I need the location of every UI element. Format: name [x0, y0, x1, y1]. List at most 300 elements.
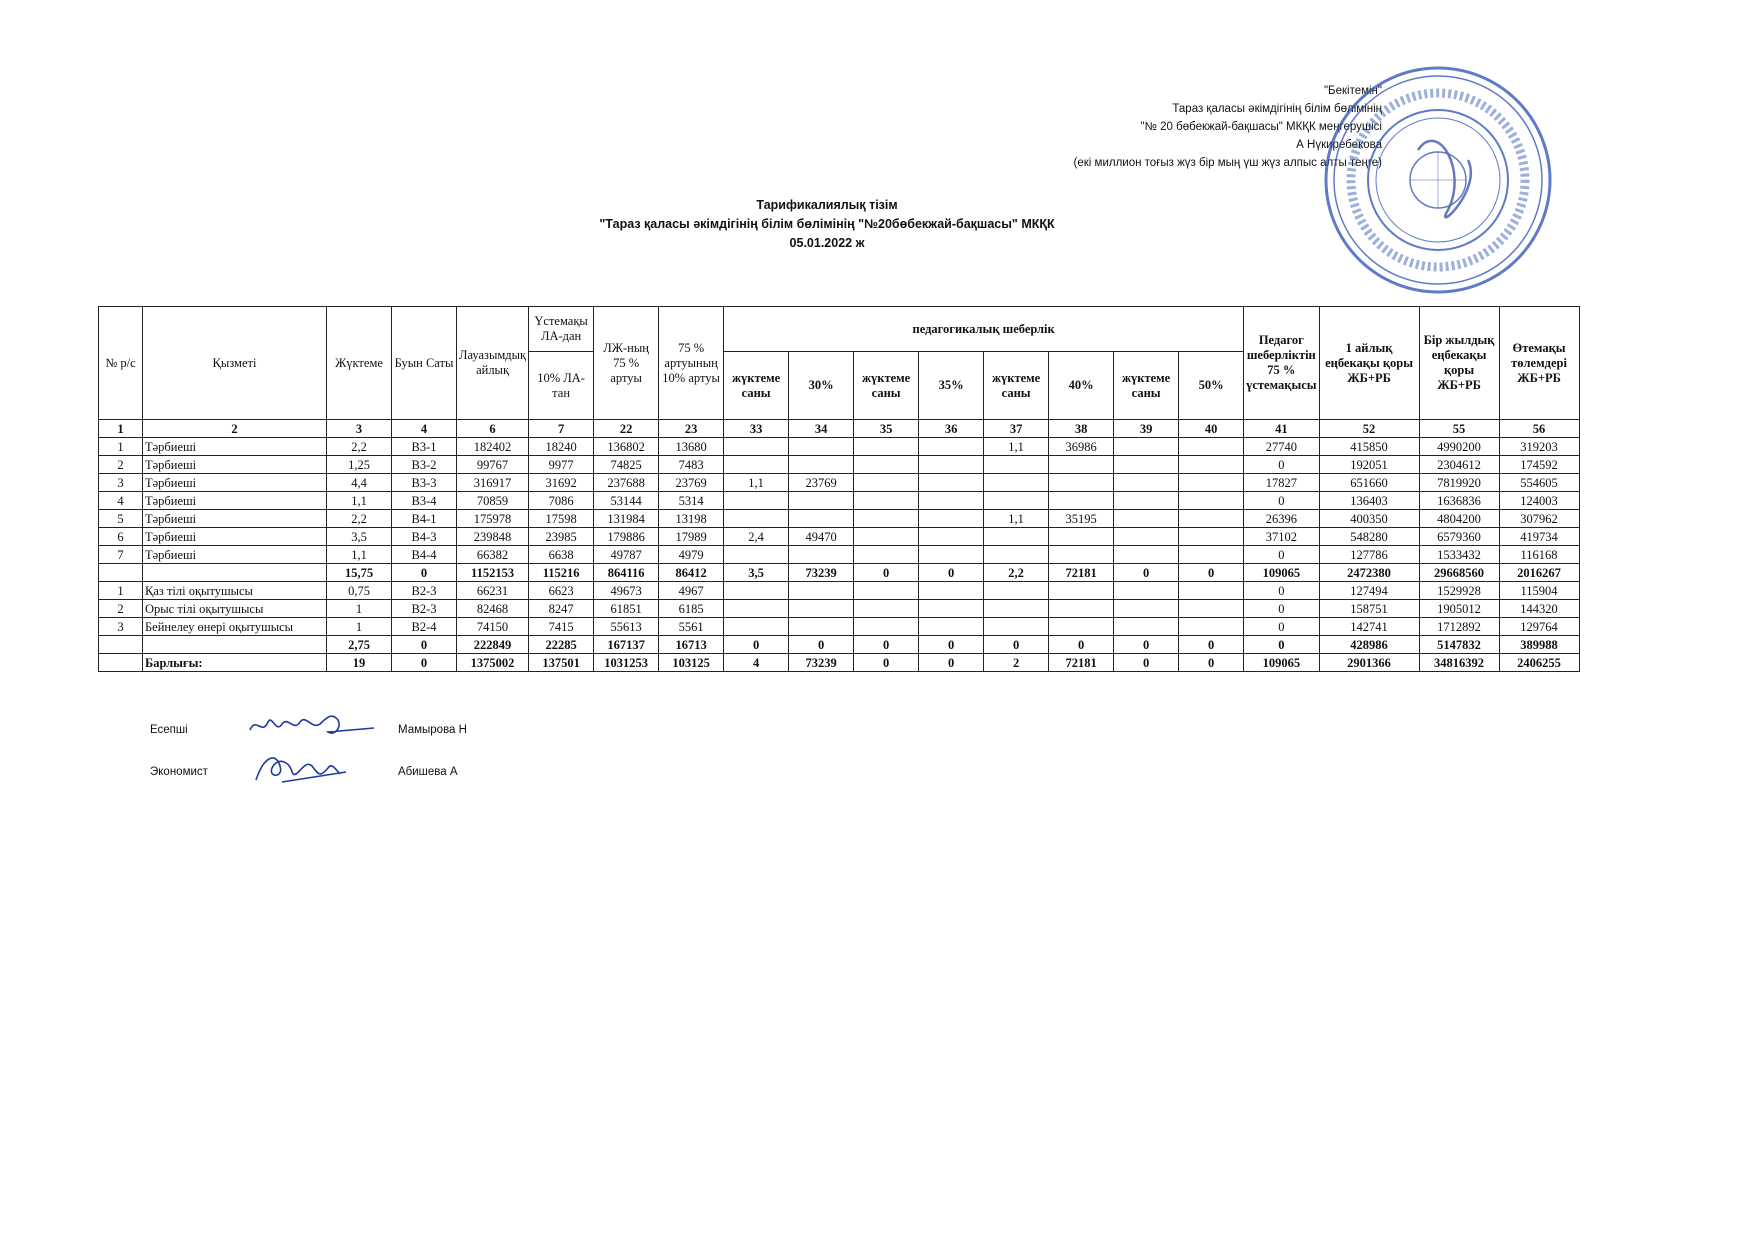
table-cell: 34	[789, 420, 854, 438]
table-cell: 61851	[594, 600, 659, 618]
table-cell: 222849	[457, 636, 529, 654]
table-cell: 192051	[1319, 456, 1419, 474]
table-cell: 72181	[1049, 654, 1114, 672]
table-cell: 136403	[1319, 492, 1419, 510]
table-cell: 6	[457, 420, 529, 438]
table-cell	[1049, 546, 1114, 564]
table-cell: 70859	[457, 492, 529, 510]
table-cell: 9977	[529, 456, 594, 474]
table-cell: 4990200	[1419, 438, 1499, 456]
table-cell: 6623	[529, 582, 594, 600]
table-cell	[789, 600, 854, 618]
table-cell	[789, 618, 854, 636]
table-cell: 35195	[1049, 510, 1114, 528]
table-cell: 0	[1049, 636, 1114, 654]
table-cell: 103125	[659, 654, 724, 672]
table-cell	[789, 492, 854, 510]
table-cell: 7819920	[1419, 474, 1499, 492]
table-cell: Орыс тілі оқытушысы	[143, 600, 327, 618]
table-cell: 548280	[1319, 528, 1419, 546]
table-cell: 23	[659, 420, 724, 438]
table-cell: В2-3	[392, 582, 457, 600]
table-cell: 144320	[1499, 600, 1579, 618]
table-cell	[1179, 510, 1244, 528]
table-cell: В3-1	[392, 438, 457, 456]
table-cell	[1179, 546, 1244, 564]
table-cell: 1,1	[724, 474, 789, 492]
table-cell: 7415	[529, 618, 594, 636]
table-cell: 29668560	[1419, 564, 1499, 582]
document-date: 05.01.2022 ж	[789, 236, 865, 250]
table-cell: 127494	[1319, 582, 1419, 600]
table-cell: 1375002	[457, 654, 529, 672]
table-cell	[724, 600, 789, 618]
table-cell: Тәрбиеші	[143, 492, 327, 510]
table-cell: 179886	[594, 528, 659, 546]
table-cell: 4979	[659, 546, 724, 564]
table-cell	[724, 510, 789, 528]
table-cell	[724, 582, 789, 600]
table-cell: 400350	[1319, 510, 1419, 528]
table-cell: 74825	[594, 456, 659, 474]
table-cell: 5	[99, 510, 143, 528]
table-cell: 33	[724, 420, 789, 438]
table-cell	[854, 438, 919, 456]
table-cell: 0	[1244, 456, 1319, 474]
table-cell: 116168	[1499, 546, 1579, 564]
table-cell: 158751	[1319, 600, 1419, 618]
header-pedagogical-mastery: педагогикалық шеберлік	[724, 307, 1244, 352]
table-cell: 3	[99, 474, 143, 492]
table-cell: Тәрбиеші	[143, 510, 327, 528]
table-cell: 7086	[529, 492, 594, 510]
table-cell: 109065	[1244, 564, 1319, 582]
table-cell	[854, 492, 919, 510]
table-cell: 7	[529, 420, 594, 438]
table-cell: 115216	[529, 564, 594, 582]
table-cell: 49673	[594, 582, 659, 600]
table-cell: Барлығы:	[143, 654, 327, 672]
table-cell	[1179, 528, 1244, 546]
table-cell: 136802	[594, 438, 659, 456]
table-cell: 0	[1244, 582, 1319, 600]
table-cell	[984, 600, 1049, 618]
header-30pct: 30%	[789, 352, 854, 420]
table-cell	[99, 654, 143, 672]
table-cell: 40	[1179, 420, 1244, 438]
table-header	[99, 307, 1580, 420]
table-cell: 0	[1179, 636, 1244, 654]
table-cell	[1114, 618, 1179, 636]
table-cell	[919, 600, 984, 618]
table-cell	[854, 474, 919, 492]
table-cell: 2	[99, 600, 143, 618]
table-cell	[1114, 474, 1179, 492]
table-cell: 864116	[594, 564, 659, 582]
table-row	[99, 474, 1580, 492]
table-cell: 22285	[529, 636, 594, 654]
table-cell: 1	[99, 420, 143, 438]
table-cell: 19	[327, 654, 392, 672]
table-cell: 4	[724, 654, 789, 672]
table-cell	[919, 582, 984, 600]
table-cell	[724, 456, 789, 474]
table-cell	[1179, 582, 1244, 600]
table-cell: 3,5	[327, 528, 392, 546]
table-cell: 0	[854, 636, 919, 654]
table-cell: 49787	[594, 546, 659, 564]
table-body	[99, 420, 1580, 672]
table-cell: 1	[327, 600, 392, 618]
table-cell: 4967	[659, 582, 724, 600]
header-grade: Буын Саты	[392, 307, 457, 420]
header-bonus-sub: 10% ЛА-тан	[529, 352, 594, 420]
table-cell: 7483	[659, 456, 724, 474]
table-cell	[854, 456, 919, 474]
table-cell: 428986	[1319, 636, 1419, 654]
header-inc10: 75 % артуының 10% артуы	[659, 307, 724, 420]
table-cell: 2,2	[984, 564, 1049, 582]
table-cell: 0	[1244, 492, 1319, 510]
table-cell	[1114, 600, 1179, 618]
table-cell: 82468	[457, 600, 529, 618]
table-cell: 38	[1049, 420, 1114, 438]
table-cell: В4-4	[392, 546, 457, 564]
table-cell: 23985	[529, 528, 594, 546]
table-row	[99, 438, 1580, 456]
table-cell: 6638	[529, 546, 594, 564]
table-cell	[143, 564, 327, 582]
table-cell: 1529928	[1419, 582, 1499, 600]
subtotal-row	[99, 564, 1580, 582]
table-cell	[984, 528, 1049, 546]
table-cell: 124003	[1499, 492, 1579, 510]
table-cell: 52	[1319, 420, 1419, 438]
table-row	[99, 546, 1580, 564]
approval-director-name: А Нүкиребекова	[1296, 139, 1382, 151]
table-cell: 307962	[1499, 510, 1579, 528]
header-monthly: 1 айлық еңбекақы қоры ЖБ+РБ	[1319, 307, 1419, 420]
table-cell: 2472380	[1319, 564, 1419, 582]
table-cell: 0,75	[327, 582, 392, 600]
table-cell: 1,1	[327, 546, 392, 564]
header-ped75: Педагог шеберліктін 75 % үстемақысы	[1244, 307, 1319, 420]
subtotal-row	[99, 636, 1580, 654]
table-cell: 36986	[1049, 438, 1114, 456]
table-cell: 129764	[1499, 618, 1579, 636]
table-cell: 72181	[1049, 564, 1114, 582]
table-cell: 115904	[1499, 582, 1579, 600]
table-cell: 3	[99, 618, 143, 636]
table-row	[99, 582, 1580, 600]
table-cell: 1636836	[1419, 492, 1499, 510]
table-cell: 1712892	[1419, 618, 1499, 636]
table-cell: 1,1	[984, 510, 1049, 528]
table-cell: 0	[1179, 654, 1244, 672]
table-cell: 316917	[457, 474, 529, 492]
header-compensation: Өтемақы төлемдері ЖБ+РБ	[1499, 307, 1579, 420]
table-cell	[984, 618, 1049, 636]
economist-name: Абишева А	[398, 766, 458, 778]
table-cell: 0	[854, 654, 919, 672]
table-cell	[99, 636, 143, 654]
table-cell: В3-3	[392, 474, 457, 492]
table-cell	[854, 546, 919, 564]
table-cell: 0	[1244, 618, 1319, 636]
table-cell	[854, 582, 919, 600]
table-cell: 7	[99, 546, 143, 564]
column-number-row	[99, 420, 1580, 438]
table-cell: В2-4	[392, 618, 457, 636]
table-cell: В3-2	[392, 456, 457, 474]
table-cell: 554605	[1499, 474, 1579, 492]
table-cell: 53144	[594, 492, 659, 510]
table-cell: 0	[392, 636, 457, 654]
table-cell: 4,4	[327, 474, 392, 492]
table-cell	[1179, 492, 1244, 510]
table-cell	[984, 474, 1049, 492]
table-cell: 0	[724, 636, 789, 654]
table-cell: 389988	[1499, 636, 1579, 654]
table-cell: Бейнелеу өнері оқытушысы	[143, 618, 327, 636]
table-cell: 0	[854, 564, 919, 582]
table-row	[99, 492, 1580, 510]
table-cell	[1114, 528, 1179, 546]
table-cell	[1114, 582, 1179, 600]
table-cell: 1533432	[1419, 546, 1499, 564]
table-cell: 6185	[659, 600, 724, 618]
table-cell: 2,2	[327, 438, 392, 456]
table-cell: 109065	[1244, 654, 1319, 672]
signatures	[150, 720, 550, 804]
table-cell: Тәрбиеші	[143, 546, 327, 564]
table-cell: 239848	[457, 528, 529, 546]
table-cell: В3-4	[392, 492, 457, 510]
table-cell: Тәрбиеші	[143, 456, 327, 474]
table-cell: 0	[984, 636, 1049, 654]
table-cell	[854, 600, 919, 618]
table-cell: 415850	[1319, 438, 1419, 456]
table-cell: 0	[789, 636, 854, 654]
table-cell	[854, 510, 919, 528]
table-cell: 1,1	[327, 492, 392, 510]
table-cell: 319203	[1499, 438, 1579, 456]
header-position: Қызметі	[143, 307, 327, 420]
table-cell: 16713	[659, 636, 724, 654]
table-cell: 26396	[1244, 510, 1319, 528]
table-cell: 1	[99, 438, 143, 456]
table-cell: 131984	[594, 510, 659, 528]
economist-signature-mark	[242, 748, 362, 788]
table-cell	[1179, 474, 1244, 492]
table-cell	[724, 618, 789, 636]
table-cell: 237688	[594, 474, 659, 492]
table-cell: 41	[1244, 420, 1319, 438]
approval-director-title: "№ 20 бөбекжай-бақшасы" МКҚК меңгерушісі	[1140, 121, 1382, 133]
table-cell: 66231	[457, 582, 529, 600]
table-cell	[1114, 546, 1179, 564]
table-cell	[1114, 510, 1179, 528]
table-row	[99, 528, 1580, 546]
table-cell	[919, 618, 984, 636]
table-cell: В4-1	[392, 510, 457, 528]
table-cell: 4	[99, 492, 143, 510]
table-cell: 0	[1179, 564, 1244, 582]
table-cell: 55	[1419, 420, 1499, 438]
table-cell: 8247	[529, 600, 594, 618]
approval-heading: "Бекітемін"	[1323, 85, 1382, 97]
table-cell: 23769	[789, 474, 854, 492]
table-cell	[789, 546, 854, 564]
table-cell	[919, 456, 984, 474]
accountant-role: Есепші	[150, 724, 188, 736]
table-cell	[919, 528, 984, 546]
table-cell	[789, 510, 854, 528]
table-cell	[984, 456, 1049, 474]
table-cell: 2,75	[327, 636, 392, 654]
table-cell: 13198	[659, 510, 724, 528]
table-cell: 17989	[659, 528, 724, 546]
table-cell: 27740	[1244, 438, 1319, 456]
approval-amount-words: (екі миллион тоғыз жүз бір мың үш жүз алпыс алты теңге)	[1073, 157, 1382, 169]
table-cell: 34816392	[1419, 654, 1499, 672]
tariff-table	[98, 306, 1580, 672]
table-cell: 2304612	[1419, 456, 1499, 474]
table-cell	[984, 582, 1049, 600]
table-cell: 23769	[659, 474, 724, 492]
accountant-signature-mark	[242, 706, 382, 742]
table-cell: 2	[99, 456, 143, 474]
header-load-count-35: жүктеме саны	[854, 352, 919, 420]
header-load-count-40: жүктеме саны	[984, 352, 1049, 420]
table-cell: 6579360	[1419, 528, 1499, 546]
table-cell	[99, 564, 143, 582]
accountant-name: Мамырова Н	[398, 724, 467, 736]
table-cell	[919, 438, 984, 456]
document-subtitle: "Тараз қаласы әкімдігінің білім бөлімінің "№20бөбекжай-бақшасы" МКҚК	[599, 217, 1055, 231]
table-cell	[1049, 528, 1114, 546]
table-cell: 174592	[1499, 456, 1579, 474]
table-cell	[919, 492, 984, 510]
table-cell: 2,2	[327, 510, 392, 528]
table-cell	[724, 546, 789, 564]
table-cell	[1114, 492, 1179, 510]
header-35pct: 35%	[919, 352, 984, 420]
table-cell: 0	[1114, 654, 1179, 672]
table-cell: Тәрбиеші	[143, 528, 327, 546]
table-cell	[854, 528, 919, 546]
official-seal	[1318, 60, 1558, 300]
table-cell: 22	[594, 420, 659, 438]
table-row	[99, 510, 1580, 528]
table-cell: 1,25	[327, 456, 392, 474]
table-cell: 35	[854, 420, 919, 438]
table-cell	[1179, 618, 1244, 636]
table-cell	[919, 510, 984, 528]
table-cell	[1049, 474, 1114, 492]
table-cell	[984, 492, 1049, 510]
table-cell	[789, 582, 854, 600]
table-cell: 13680	[659, 438, 724, 456]
table-cell: 651660	[1319, 474, 1419, 492]
table-cell: 74150	[457, 618, 529, 636]
table-cell	[1114, 438, 1179, 456]
table-cell: 37	[984, 420, 1049, 438]
table-cell: 0	[919, 654, 984, 672]
table-cell: 0	[1244, 636, 1319, 654]
table-cell	[919, 474, 984, 492]
table-cell: 0	[919, 636, 984, 654]
table-cell: 17598	[529, 510, 594, 528]
table-cell: 1,1	[984, 438, 1049, 456]
table-cell	[1114, 456, 1179, 474]
table-cell: 4	[392, 420, 457, 438]
table-cell: В4-3	[392, 528, 457, 546]
table-cell: 0	[919, 564, 984, 582]
table-cell: 419734	[1499, 528, 1579, 546]
approval-org: Тараз қаласы әкімдігінің білім бөлімінің	[1172, 103, 1382, 115]
economist-role: Экономист	[150, 766, 208, 778]
table-cell: 1031253	[594, 654, 659, 672]
table-row	[99, 456, 1580, 474]
table-cell: 5314	[659, 492, 724, 510]
table-cell	[1049, 600, 1114, 618]
table-cell: 39	[1114, 420, 1179, 438]
table-cell	[1049, 618, 1114, 636]
table-cell: 127786	[1319, 546, 1419, 564]
header-load: Жүктеме	[327, 307, 392, 420]
table-row	[99, 618, 1580, 636]
header-salary: Лауазымдық айлық	[457, 307, 529, 420]
table-cell: 2016267	[1499, 564, 1579, 582]
signature-economist	[150, 762, 550, 804]
table-cell	[984, 546, 1049, 564]
table-cell: 0	[1114, 636, 1179, 654]
header-bonus-top: Үстемақы ЛА-дан	[529, 307, 594, 352]
table-cell: 86412	[659, 564, 724, 582]
table-cell	[919, 546, 984, 564]
table-cell: 31692	[529, 474, 594, 492]
table-cell	[854, 618, 919, 636]
table-cell: 142741	[1319, 618, 1419, 636]
table-cell: Тәрбиеші	[143, 474, 327, 492]
table-cell: 36	[919, 420, 984, 438]
table-cell	[143, 636, 327, 654]
table-cell: 73239	[789, 564, 854, 582]
table-cell	[724, 492, 789, 510]
header-load-count-50: жүктеме саны	[1114, 352, 1179, 420]
table-cell: 0	[1244, 600, 1319, 618]
table-cell: 4804200	[1419, 510, 1499, 528]
table-cell: 2	[143, 420, 327, 438]
table-cell: 137501	[529, 654, 594, 672]
table-cell: 5147832	[1419, 636, 1499, 654]
table-cell: 17827	[1244, 474, 1319, 492]
table-cell	[1179, 600, 1244, 618]
table-cell	[1179, 456, 1244, 474]
table-cell	[1179, 438, 1244, 456]
table-row	[99, 600, 1580, 618]
table-cell: 15,75	[327, 564, 392, 582]
header-no: № р/с	[99, 307, 143, 420]
table-cell: 175978	[457, 510, 529, 528]
table-cell: 0	[1244, 546, 1319, 564]
table-cell: 3,5	[724, 564, 789, 582]
table-cell: 5561	[659, 618, 724, 636]
table-cell	[789, 456, 854, 474]
table-cell: Тәрбиеші	[143, 438, 327, 456]
table-cell: 2406255	[1499, 654, 1579, 672]
